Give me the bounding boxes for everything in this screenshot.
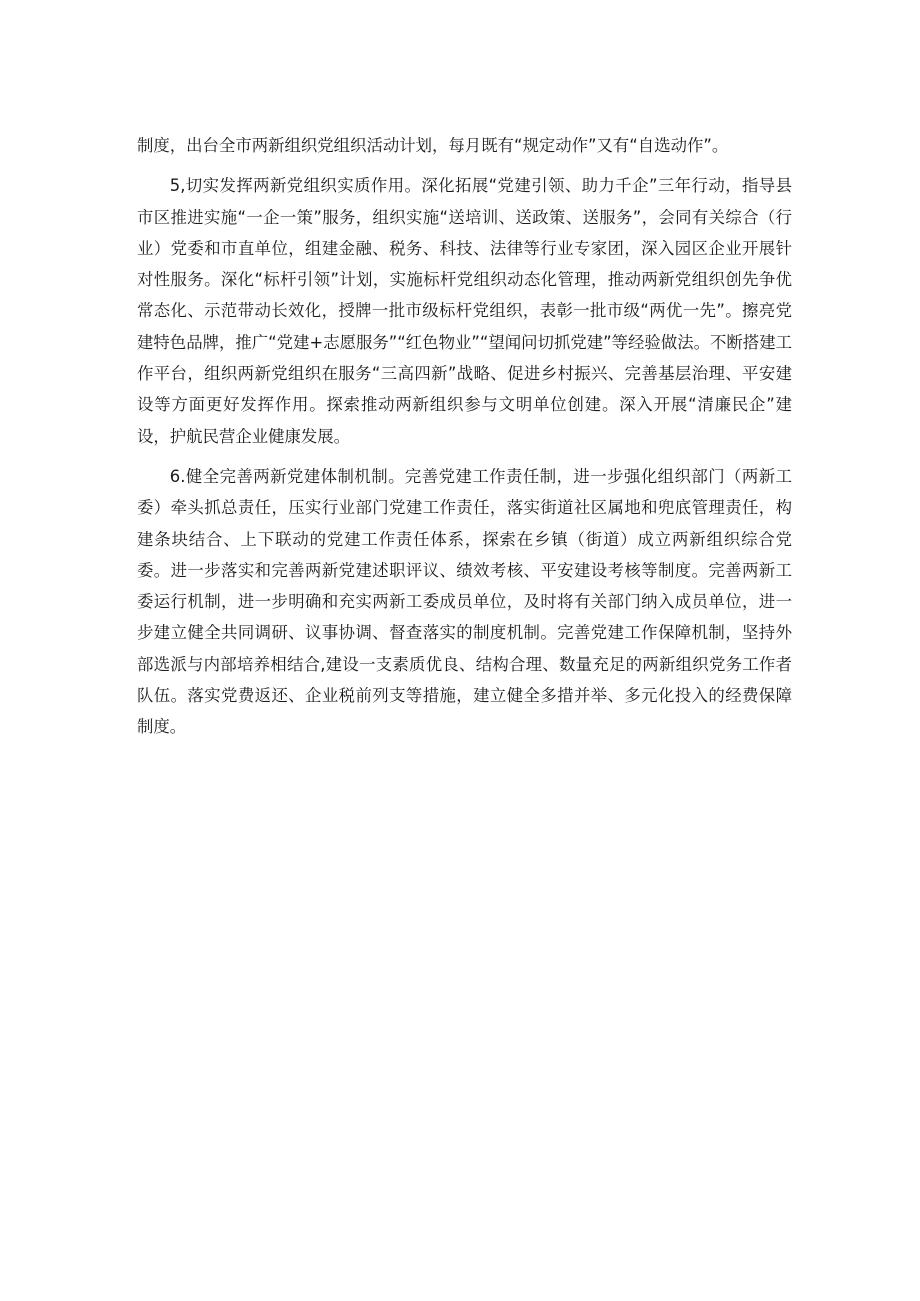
paragraph-item-5: 5,切实发挥两新党组织实质作用。深化拓展“党建引领、助力千企”三年行动，指导县市区推进实施“一企一策”服务，组织实施“送培训、送政策、送服务”，会同有关综合（行业）党委和市直单位，组建金融、税务、科技、法律等行业专家团，深入园区企业开展针对性服务。深化“标杆引领”计划，实施标杆党组织动态化管理，推动两新党组织创先争优常态化、示范带动长效化，授牌一批市级标杆党组织，表彰一批市级“两优一先”。擦亮党建特色品牌，推广“党建+志愿服务”“红色物业”“望闻问切抓党建”等经验做法。不断搭建工作平台，组织两新党组织在服务“三高四新”战略、促进乡村振兴、完善基层治理、平安建设等方面更好发挥作用。探索推动两新组织参与文明单位创建。深入开展“清廉民企”建设，护航民营企业健康发展。	[137, 176, 792, 446]
paragraph-item-6: 6.健全完善两新党建体制机制。完善党建工作责任制，进一步强化组织部门（两新工委）牵头抓总责任，压实行业部门党建工作责任，落实街道社区属地和兜底管理责任，构建条块结合、上下联动的党建工作责任体系，探索在乡镇（街道）成立两新组织综合党委。进一步落实和完善两新党建述职评议、绩效考核、平安建设考核等制度。完善两新工委运行机制，进一步明确和充实两新工委成员单位，及时将有关部门纳入成员单位，进一步建立健全共同调研、议事协调、督查落实的制度机制。完善党建工作保障机制，坚持外部选派与内部培养相结合,建设一支素质优良、结构合理、数量充足的两新组织党务工作者队伍。落实党费返还、企业税前列支等措施，建立健全多措并举、多元化投入的经费保障制度。	[137, 466, 792, 737]
paragraph-continuation: 制度，出台全市两新组织党组织活动计划，每月既有“规定动作”又有“自选动作”。	[137, 136, 729, 155]
document-body	[137, 130, 792, 752]
